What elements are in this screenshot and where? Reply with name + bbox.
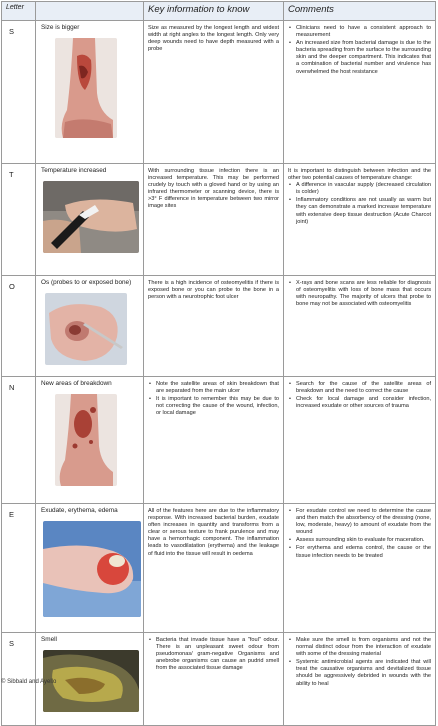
list-item: • Systemic antimicrobial agents are indicated that will treat the causative organisms and devitalized tissue should be aggressively debrided in wounds with the ability to heal bbox=[296, 659, 431, 687]
row-letter: S bbox=[2, 633, 36, 726]
list-item: • For erythema and edema control, the cause or the tissue infection needs to be treated bbox=[296, 545, 431, 559]
list-item: • Clinicians need to have a consistent approach to measurement bbox=[296, 25, 431, 39]
wound-photo-probe-foot bbox=[45, 293, 127, 365]
list-item: • A difference in vascular supply (decreased circulation is colder) bbox=[296, 182, 431, 196]
list-item: • Note the satellite areas of skin breakdown that are separated from the main ulcer bbox=[156, 381, 279, 395]
row-letter: N bbox=[2, 377, 36, 504]
wound-photo-necrotic-tissue bbox=[43, 650, 139, 712]
key-info-text: With surrounding tissue infection there is an increased temperature. This may be performed crudely by touch with a gloved hand or by using an infrared thermometer or scanning device, there is >3° F difference in temperature between two mirror image sites bbox=[148, 168, 279, 210]
row-key-info bbox=[144, 164, 284, 276]
comments-list bbox=[288, 182, 431, 226]
row-comments bbox=[284, 633, 436, 726]
row-sign-label: New areas of breakdown bbox=[41, 380, 112, 387]
row-key-info bbox=[144, 504, 284, 633]
key-info-text: All of the features here are due to the inflammatory response. With increased bacterial burden, exudate often increases in quantity and transforms from a clear or serous texture to frank purulence and may have a hemorrhagic component. The inflammation leads to vasodilatation (erythema) and the leakage of fluid into the tissue will result in oedema bbox=[148, 508, 279, 557]
row-letter: S bbox=[2, 21, 36, 164]
row-sign-label: Exudate, erythema, edema bbox=[41, 507, 118, 514]
list-item: • Check for local damage and consider infection, increased exudate or other sources of trauma bbox=[296, 396, 431, 410]
comments-list bbox=[288, 637, 431, 688]
list-item: • An increased size from bacterial damage is due to the bacteria spreading from the surface to the surrounding skin and the deeper compartment. This indicates that a combination of bacterial number and virulence has overwhelmed the host resistance bbox=[296, 40, 431, 75]
header-letter: Letter bbox=[2, 2, 36, 21]
copyright-note: © Sibbald and Ayello bbox=[1, 679, 57, 685]
header-comments: Comments bbox=[284, 2, 436, 21]
row-sign-cell bbox=[36, 276, 144, 377]
comments-list bbox=[288, 381, 431, 410]
key-info-list bbox=[148, 637, 279, 672]
wound-photo-leg-ulcer bbox=[55, 38, 117, 138]
list-item: • For exudate control we need to determine the cause and then match the absorbency of the dressing (none, low, moderate, heavy) to amount of exudate from the wound bbox=[296, 508, 431, 536]
row-sign-cell bbox=[36, 504, 144, 633]
row-comments bbox=[284, 377, 436, 504]
row-sign-cell bbox=[36, 377, 144, 504]
row-comments bbox=[284, 504, 436, 633]
comments-intro: It is important to distinguish between infection and the other two potential causes of temperature change: bbox=[288, 168, 431, 182]
table-row-temperature bbox=[2, 164, 436, 276]
table-row-new-areas bbox=[2, 377, 436, 504]
stones-table bbox=[1, 1, 436, 726]
comments-list bbox=[288, 508, 431, 560]
table-row-exudate bbox=[2, 504, 436, 633]
row-key-info bbox=[144, 21, 284, 164]
comments-list bbox=[288, 280, 431, 308]
row-sign-cell bbox=[36, 164, 144, 276]
row-comments bbox=[284, 276, 436, 377]
list-item: • Assess surrounding skin to evaluate for maceration. bbox=[296, 537, 431, 544]
list-item: • Make sure the smell is from organisms and not the normal distinct odour from the interaction of exudate with some of the dressing material bbox=[296, 637, 431, 658]
table-row-size bbox=[2, 21, 436, 164]
key-info-text: Size as measured by the longest length and widest width at right angles to the longest length. Only very deep wounds need to have depth measured with a probe bbox=[148, 25, 279, 53]
row-sign-label: Size is bigger bbox=[41, 24, 80, 31]
table-row-smell bbox=[2, 633, 436, 726]
comments-list bbox=[288, 25, 431, 76]
table-header-row bbox=[2, 2, 436, 21]
key-info-list bbox=[148, 381, 279, 417]
row-sign-label: Os (probes to or exposed bone) bbox=[41, 279, 132, 286]
wound-photo-thermometer bbox=[43, 181, 139, 253]
row-key-info bbox=[144, 633, 284, 726]
key-info-text: There is a high incidence of osteomyelitis if there is exposed bone or you can probe to the bone in a person with a neurotrophic foot ulcer bbox=[148, 280, 279, 301]
list-item: • X-rays and bone scans are less reliable for diagnosis of osteomyelitis with loss of bone mass that occurs with neuropathy. The majority of ulcers that probe to bone may not be associated with osteomyelitis bbox=[296, 280, 431, 308]
list-item: • Bacteria that invade tissue have a "foul" odour. There is an unpleasant sweet odour from pseudomonas/ gram-negative Organisms and anebrobe organisms can cause an pudrid smell from the associated tissue damage bbox=[156, 637, 279, 672]
row-sign-label: Smell bbox=[41, 636, 57, 643]
header-sign bbox=[36, 2, 144, 21]
row-key-info bbox=[144, 377, 284, 504]
header-key-information: Key information to know bbox=[144, 2, 284, 21]
list-item: • Search for the cause of the satellite areas of breakdown and the need to correct the cause bbox=[296, 381, 431, 395]
list-item: • It is important to remember this may be due to not correcting the cause of the wound, infection, or local damage bbox=[156, 396, 279, 417]
row-sign-cell bbox=[36, 21, 144, 164]
table-row-os bbox=[2, 276, 436, 377]
row-comments bbox=[284, 21, 436, 164]
row-letter: T bbox=[2, 164, 36, 276]
row-letter: E bbox=[2, 504, 36, 633]
wound-photo-satellite-areas bbox=[55, 394, 117, 486]
row-letter: O bbox=[2, 276, 36, 377]
list-item: • Inflammatory conditions are not usually as warm but they can demonstrate a marked increase temperature with extensive deep tissue destruction (Acute Charcot joint) bbox=[296, 197, 431, 225]
row-key-info bbox=[144, 276, 284, 377]
row-comments bbox=[284, 164, 436, 276]
row-sign-label: Temperature increased bbox=[41, 167, 107, 174]
wound-photo-red-toe bbox=[43, 521, 141, 617]
